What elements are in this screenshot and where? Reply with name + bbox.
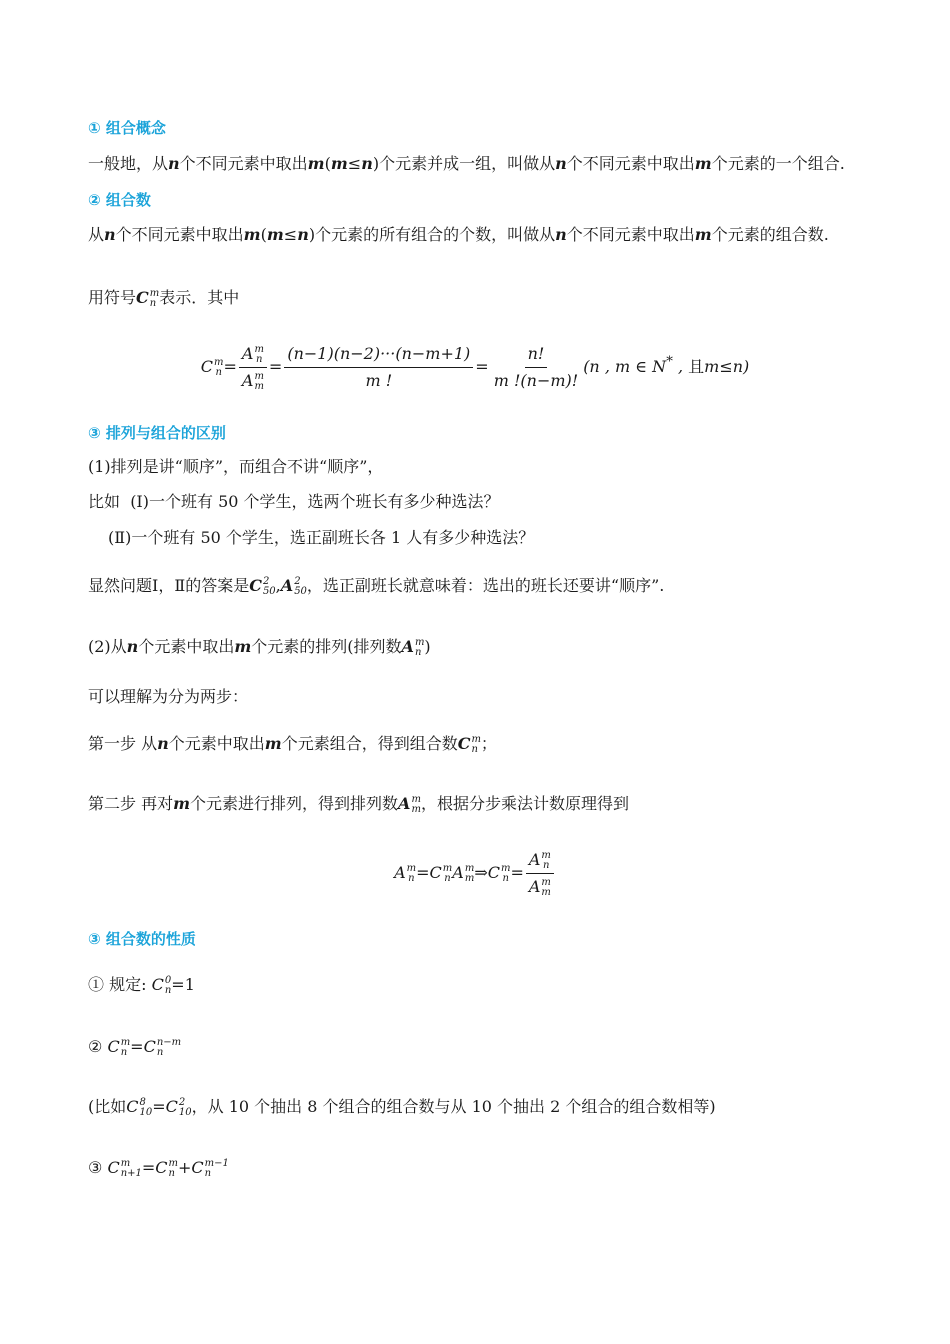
combination-formula: C m n = A m n A m m = $\frac{(n-1)(n-2)\cdot\cdot\cdot(n-m+1)}{m !}$ = $\frac{n!}{m !(n-m)!}$ (n , m ∈ N* , 且m≤n) (200, 343, 750, 392)
example-answer: 显然问题Ⅰ，Ⅱ的答案是C 2 50 ,A 2 50 ，选正副班长就意味着：选出的班长还要讲“顺序”. (88, 575, 665, 597)
heading-combination-properties: ③ 组合数的性质 (88, 930, 196, 948)
definition-combination-number: 从n个不同元素中取出m(m≤n)个元素的所有组合的个数，叫做从n个不同元素中取出m个元素的组合数. (88, 225, 829, 244)
heading-combination-number: ② 组合数 (88, 191, 151, 209)
point-order: (1)排列是讲“顺序”，而组合不讲“顺序”， (88, 457, 384, 476)
two-steps-intro: 可以理解为分为两步： (88, 687, 249, 706)
heading-permutation-vs-combination: ③ 排列与组合的区别 (88, 424, 226, 442)
property-two: ② C m n =C n−m n (88, 1036, 182, 1058)
property-three: ③ C m n+1 =C m n +C m−1 n (88, 1157, 229, 1179)
example-two: (Ⅱ)一个班有 50 个学生，选正副班长各 1 人有多少种选法？ (108, 528, 535, 547)
property-one: ① 规定: C 0 n =1 (88, 974, 195, 996)
definition-combination: 一般地，从n个不同元素中取出m(m≤n)个元素并成一组，叫做从n个不同元素中取出m个元素的一个组合. (88, 154, 845, 173)
step-one: 第一步 从n个元素中取出m个元素组合，得到组合数C m n ； (88, 733, 497, 755)
symbol-line: 用符号C m n 表示．其中 (88, 287, 240, 309)
permutation-point: (2)从n个元素中取出m个元素的排列(排列数A m n ) (88, 636, 431, 658)
example-one: 比如 (Ⅰ)一个班有 50 个学生，选两个班长有多少种选法？ (88, 492, 500, 511)
property-two-example: (比如C 8 10 =C 2 10 ，从 10 个抽出 8 个组合的组合数与从 10 个抽出 2 个组合的组合数相等) (88, 1096, 716, 1118)
step-two: 第二步 再对m个元素进行排列，得到排列数A m m ，根据分步乘法计数原理得到 (88, 793, 629, 815)
permutation-combination-relation: A m n =C m n A m m ⇒C m n = A m n A m m (0, 849, 950, 898)
heading-combination-concept: ① 组合概念 (88, 119, 166, 137)
